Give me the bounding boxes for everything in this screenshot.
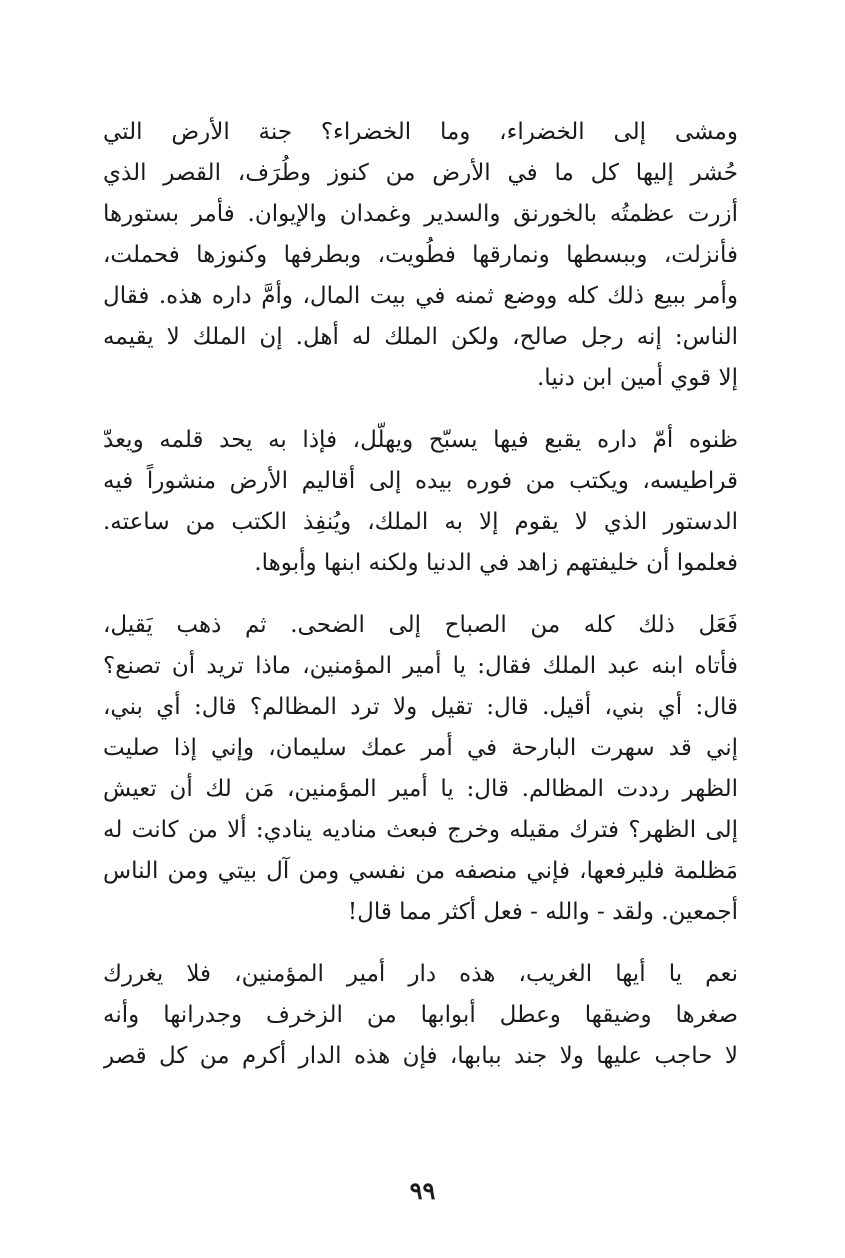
text-line: فأنزلت، وببسطها ونمارقها فطُويت، وبطرفها وكنوزها فحملت، <box>103 242 738 268</box>
text-line: الظهر رددت المظالم. قال: يا أمير المؤمنين، مَن لك أن تعيش <box>103 776 738 802</box>
text-line: قال: أي بني، أقيل. قال: تقيل ولا ترد المظالم؟ قال: أي بني، <box>103 694 738 720</box>
text-line: الدستور الذي لا يقوم إلا به الملك، ويُنفِذ الكتب من ساعته. <box>103 509 738 535</box>
text-line: ومشى إلى الخضراء، وما الخضراء؟ جنة الأرض التي <box>103 119 738 145</box>
text-line: لا حاجب عليها ولا جند ببابها، فإن هذه الدار أكرم من كل قصر <box>103 1043 738 1069</box>
text-line: فأتاه ابنه عبد الملك فقال: يا أمير المؤمنين، ماذا تريد أن تصنع؟ <box>103 653 738 679</box>
text-line: قراطيسه، ويكتب من فوره بيده إلى أقاليم الأرض منشوراً فيه <box>103 468 738 494</box>
paragraph-1 <box>103 112 738 399</box>
text-line: صغرها وضيقها وعطل أبوابها من الزخرف وجدرانها وأنه <box>103 1002 738 1028</box>
text-line: إلا قوي أمين ابن دنيا. <box>537 365 738 391</box>
page-number: ٩٩ <box>409 1176 436 1205</box>
paragraph-2 <box>103 420 738 584</box>
text-line: وأمر ببيع ذلك كله ووضع ثمنه في بيت المال، وأمَّ داره هذه. فقال <box>103 283 738 309</box>
text-line: أجمعين. ولقد - والله - فعل أكثر مما قال! <box>347 899 738 925</box>
text-line: فَعَل ذلك كله من الصباح إلى الضحى. ثم ذهب يَقيل، <box>103 612 738 638</box>
text-line: حُشر إليها كل ما في الأرض من كنوز وطُرَف، القصر الذي <box>103 160 738 186</box>
paragraph-4 <box>103 954 738 1077</box>
text-line: مَظلمة فليرفعها، فإني منصفه من نفسي ومن آل بيتي ومن الناس <box>103 858 738 884</box>
text-line: ظنوه أمّ داره يقبع فيها يسبّح ويهلّل، فإذا به يحد قلمه ويعدّ <box>103 427 738 453</box>
text-line: أزرت عظمتُه بالخورنق والسدير وغمدان والإيوان. فأمر بستورها <box>103 201 738 227</box>
text-line: إلى الظهر؟ فترك مقيله وخرج فبعث مناديه ينادي: ألا من كانت له <box>103 817 738 843</box>
text-line: نعم يا أيها الغريب، هذه دار أمير المؤمنين، فلا يغررك <box>103 961 738 987</box>
text-line: فعلموا أن خليفتهم زاهد في الدنيا ولكنه ابنها وأبوها. <box>254 550 738 576</box>
text-line: إني قد سهرت البارحة في أمر عمك سليمان، وإني إذا صليت <box>103 735 738 761</box>
paragraph-3 <box>103 605 738 933</box>
body-text <box>103 112 738 1077</box>
text-line: الناس: إنه رجل صالح، ولكن الملك له أهل. إن الملك لا يقيمه <box>103 324 738 350</box>
